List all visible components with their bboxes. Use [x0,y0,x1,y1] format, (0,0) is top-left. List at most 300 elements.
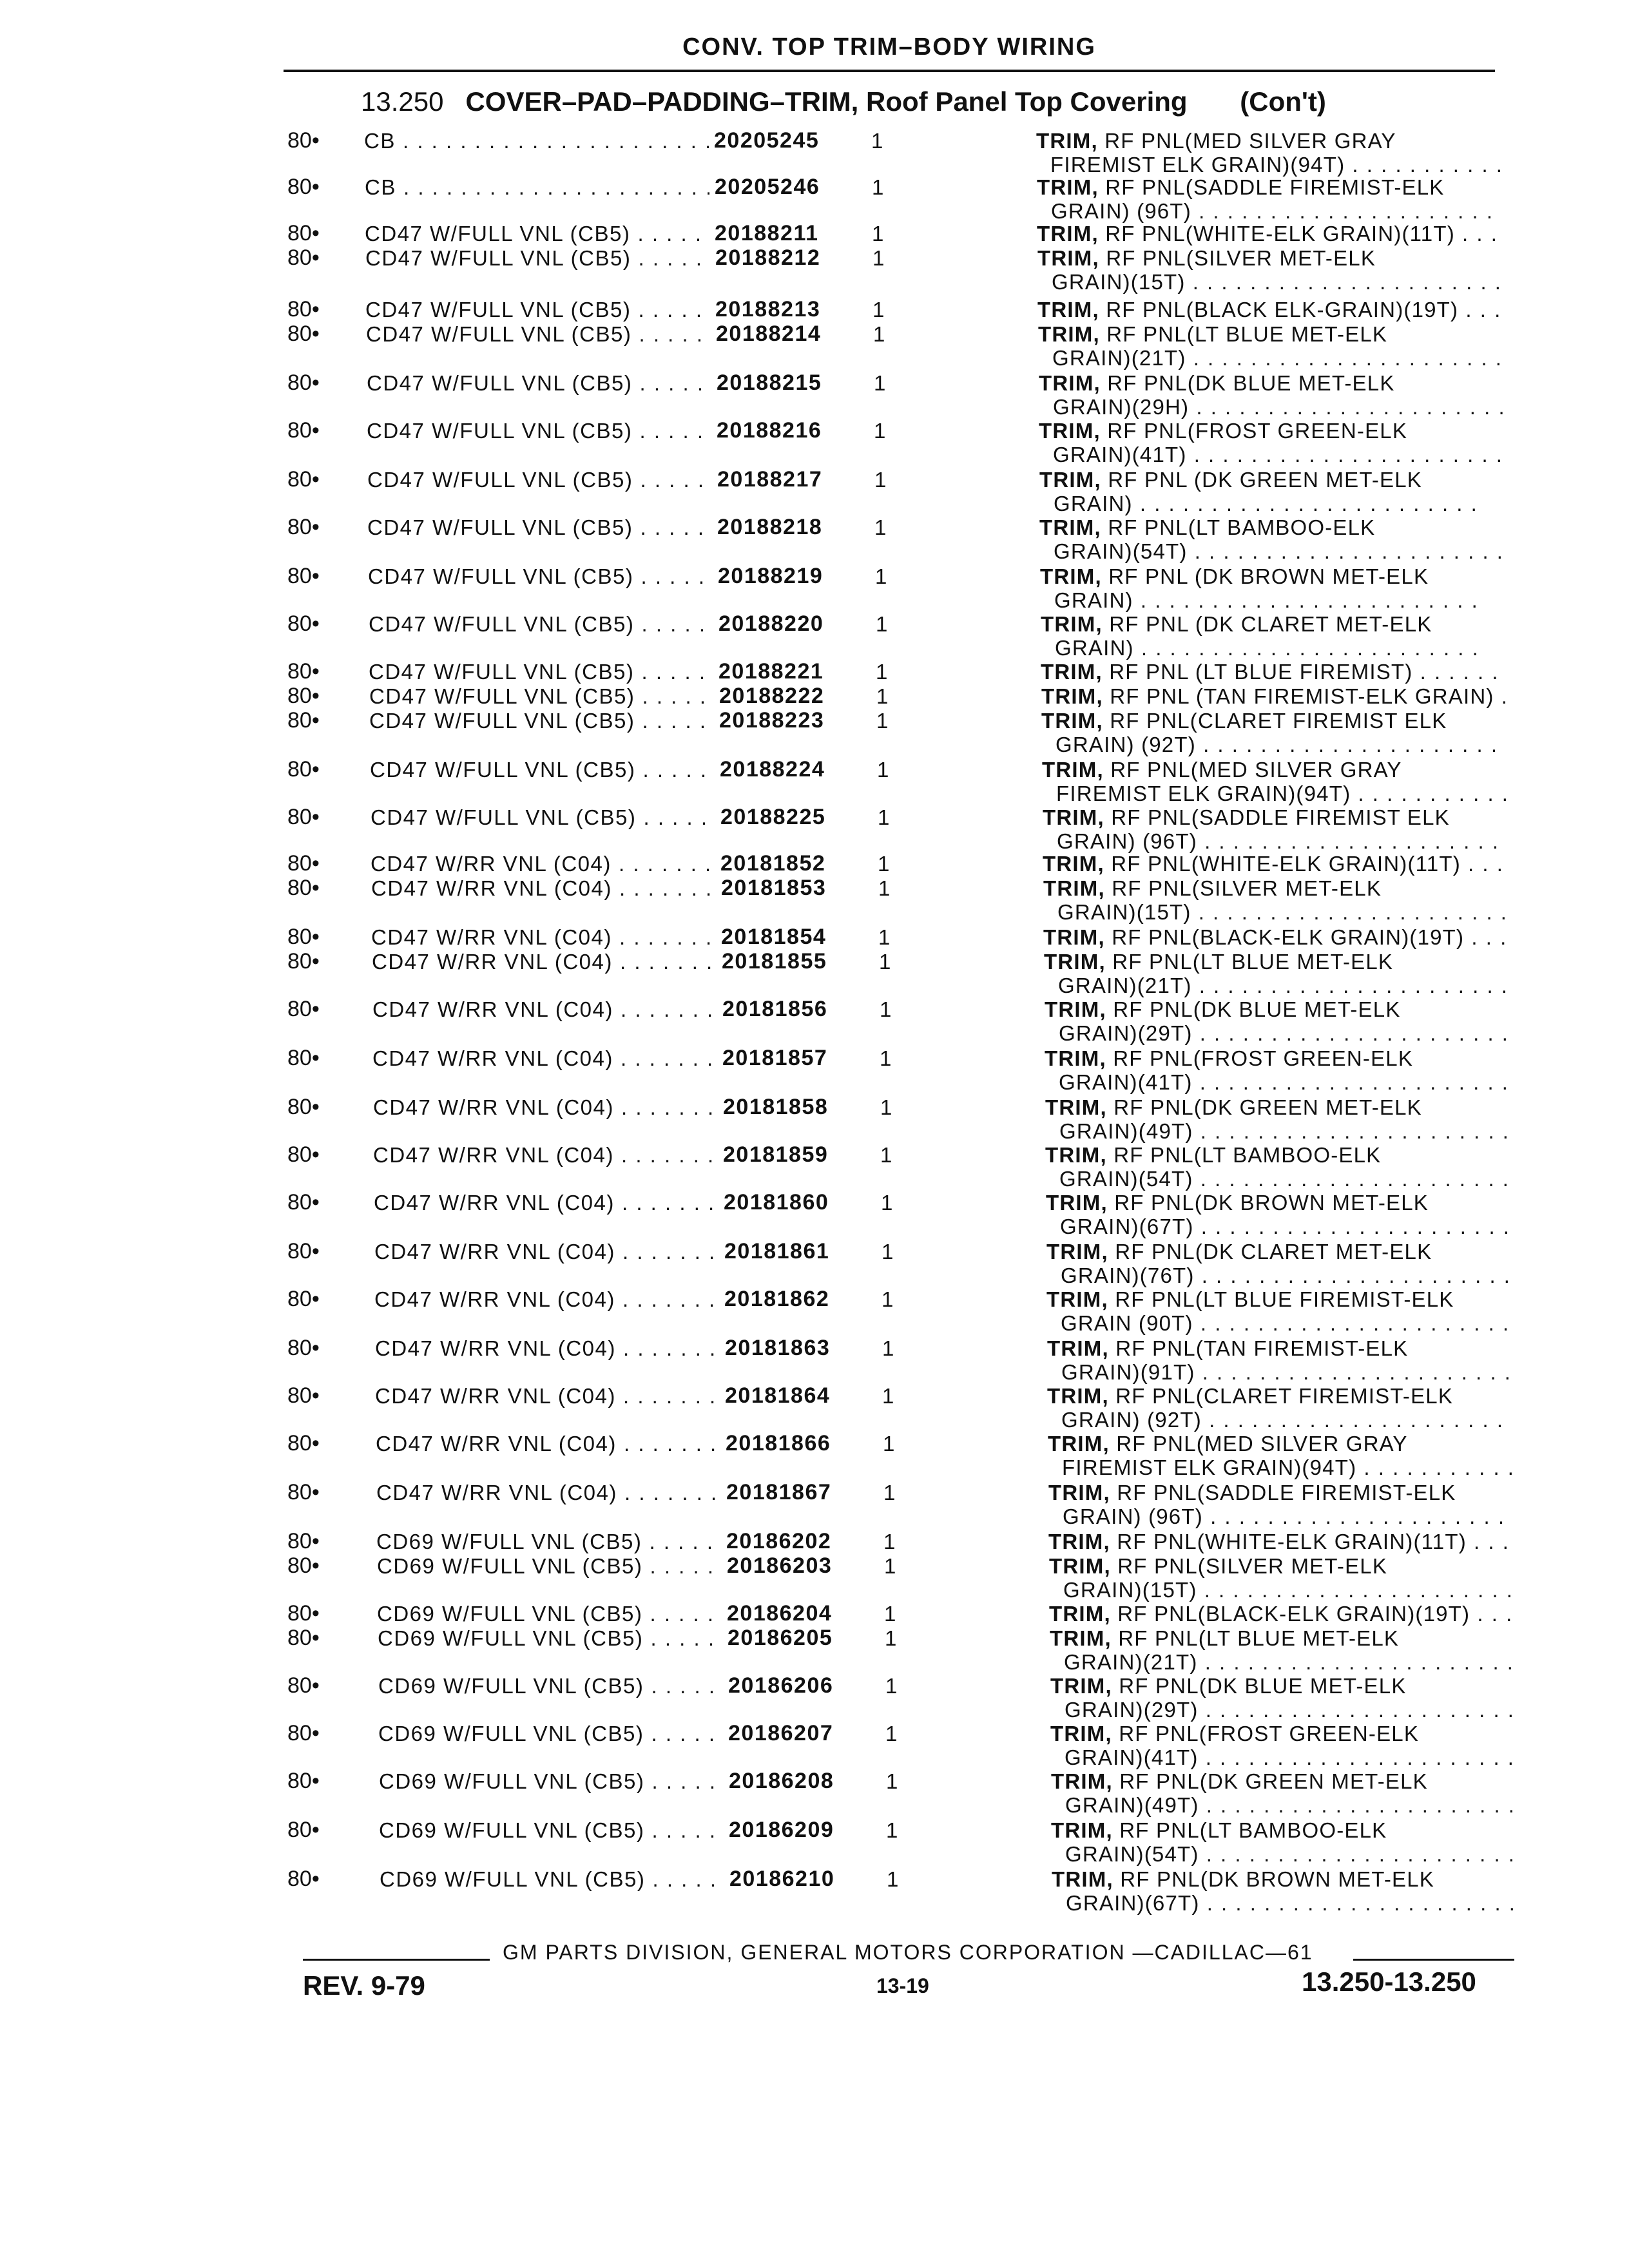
description-text: RF PNL(LT BAMBOO-ELK [1112,1818,1387,1842]
quantity: 1 [887,1867,899,1891]
description-text: RF PNL(BLACK-ELK GRAIN)(19T) [1110,1602,1470,1626]
quantity: 1 [886,1818,898,1842]
description-text: RF PNL(SILVER MET-ELK [1099,246,1376,270]
quantity: 1 [876,660,888,684]
part-number: 20186210 [729,1867,835,1891]
description-line-2: GRAIN) (96T) . . . [1037,199,1501,223]
description-keyword: TRIM, [1046,1287,1108,1311]
level-marker: 80• [287,1553,320,1578]
quantity: 1 [883,1481,896,1504]
description-keyword: TRIM, [1041,709,1103,733]
part-number: 20186202 [726,1529,832,1553]
quantity: 1 [880,1046,892,1070]
description-keyword: TRIM, [1050,1674,1112,1698]
level-marker: 80• [287,925,320,949]
description-line-1 [1047,1336,1511,1360]
description-keyword: TRIM, [1049,1554,1111,1578]
description-line-2: GRAIN)(41T) . . . [1050,1745,1514,1769]
description-keyword: TRIM, [1040,564,1102,588]
part-number: 20181852 [720,851,826,876]
description-line-1 [1037,298,1501,322]
description-text: RF PNL(DK BLUE MET-ELK [1100,371,1395,395]
model-code: CD69 W/FULL VNL (CB5) . . . [380,1867,724,1891]
description-text: RF PNL(SADDLE FIREMIST-ELK [1110,1481,1456,1504]
description-line-2: GRAIN) . . . [1040,588,1504,612]
description-line-2: GRAIN) (92T) . . . [1047,1408,1511,1432]
model-code: CD47 W/RR VNL (C04) . . . [372,997,717,1021]
description-line-1 [1042,758,1506,782]
quantity: 1 [885,1722,898,1745]
description-text: RF PNL(DK CLARET MET-ELK [1108,1240,1432,1264]
level-marker: 80• [287,1239,320,1264]
description [1036,129,1500,177]
description [1042,758,1506,805]
part-number: 20205245 [714,128,820,153]
description [1050,1722,1514,1769]
part-number: 20188225 [720,805,826,829]
description-keyword: TRIM, [1045,1095,1107,1119]
description-keyword: TRIM, [1041,660,1103,684]
model-code: CD47 W/RR VNL (C04) . . . [373,1143,718,1167]
description-text: RF PNL(CLARET FIREMIST-ELK [1108,1384,1454,1408]
description-line-1 [1041,684,1505,708]
level-marker: 80• [287,564,320,588]
level-marker: 80• [287,1095,320,1119]
level-marker: 80• [287,757,320,782]
part-number: 20188224 [720,757,825,782]
description-keyword: TRIM, [1041,612,1103,636]
description-keyword: TRIM, [1045,997,1106,1021]
part-number: 20181858 [723,1095,829,1119]
description-text: RF PNL(MED SILVER GRAY [1109,1432,1408,1456]
level-marker: 80• [287,1601,320,1626]
description-line-2: GRAIN)(29T) . . . [1050,1698,1514,1722]
model-code: CD47 W/FULL VNL (CB5) . . . [365,222,709,245]
model-code: CD69 W/FULL VNL (CB5) . . . [378,1722,723,1745]
description-line-1 [1048,1530,1512,1553]
description [1047,1384,1511,1432]
description-line-1 [1049,1554,1513,1578]
description-text: RF PNL (DK CLARET MET-ELK [1102,612,1432,636]
part-number: 20181857 [722,1046,828,1070]
model-code: CD47 W/FULL VNL (CB5) . . . [367,419,711,443]
level-marker: 80• [287,1867,320,1891]
level-marker: 80• [287,1431,320,1456]
quantity: 1 [878,925,891,949]
description-line-1 [1051,1818,1515,1842]
quantity: 1 [876,709,889,733]
part-number: 20188215 [717,370,822,395]
quantity: 1 [885,1626,897,1650]
model-code: CD69 W/FULL VNL (CB5) . . . [377,1602,722,1626]
part-number: 20181853 [721,876,827,900]
part-number: 20188223 [719,708,825,733]
description-line-1 [1039,468,1503,492]
description-keyword: TRIM, [1048,1481,1110,1504]
level-marker: 80• [287,467,320,492]
description-keyword: TRIM, [1043,925,1105,949]
model-code: CD47 W/FULL VNL (CB5) . . . [369,660,713,684]
model-code: CD47 W/FULL VNL (CB5) . . . [367,515,712,539]
description-line-1 [1043,876,1507,900]
description-line-2: GRAIN)(41T) . . . [1039,443,1503,466]
quantity: 1 [871,129,883,153]
description-line-2: GRAIN)(15T) . . . [1043,900,1507,924]
description-line-1 [1043,805,1507,829]
level-marker: 80• [287,611,320,636]
description-keyword: TRIM, [1048,1530,1110,1553]
part-number: 20181866 [726,1431,831,1456]
part-number: 20181860 [724,1190,829,1215]
description-line-2: GRAIN)(54T) . . . [1039,539,1503,563]
model-code: CD47 W/FULL VNL (CB5) . . . [365,298,710,322]
description [1043,852,1507,876]
quantity: 1 [884,1602,896,1626]
description [1045,1046,1509,1094]
description-line-1 [1039,371,1503,395]
quantity: 1 [877,758,889,782]
footer-publisher: GM PARTS DIVISION, GENERAL MOTORS CORPORATION —CADILLAC—61 [503,1941,1313,1964]
description [1039,515,1503,563]
description-line-2: FIREMIST ELK GRAIN)(94T) . . . [1036,153,1500,177]
model-code: CD69 W/FULL VNL (CB5) . . . [378,1626,722,1650]
level-marker: 80• [287,1287,320,1311]
description-keyword: TRIM, [1045,1046,1106,1070]
model-code: CD47 W/RR VNL (C04) . . . [371,925,716,949]
description [1043,925,1507,949]
description-keyword: TRIM, [1043,805,1104,829]
description-line-1 [1052,1867,1516,1891]
description-text: RF PNL(SILVER MET-ELK [1110,1554,1388,1578]
quantity: 1 [882,1240,894,1264]
quantity: 1 [883,1530,896,1553]
description [1046,1240,1510,1287]
description [1037,298,1501,322]
description-text: RF PNL(SADDLE FIREMIST-ELK [1098,175,1445,199]
quantity: 1 [882,1336,894,1360]
description-line-2: GRAIN) (96T) . . . [1048,1504,1512,1528]
description-line-2: GRAIN) . . . [1041,636,1505,660]
description [1046,1287,1510,1335]
description-line-2: GRAIN)(21T) . . . [1038,346,1502,370]
quantity: 1 [880,997,892,1021]
part-number: 20188211 [715,221,819,245]
level-marker: 80• [287,1721,320,1745]
description-line-1 [1046,1287,1510,1311]
description [1045,997,1509,1045]
revision-label: REV. 9-79 [303,1970,425,2001]
quantity: 1 [878,876,891,900]
model-code: CD47 W/FULL VNL (CB5) . . . [365,246,710,270]
description-line-2: GRAIN)(91T) . . . [1047,1360,1511,1384]
level-marker: 80• [287,1383,320,1408]
description-text: RF PNL(FROST GREEN-ELK [1106,1046,1414,1070]
description-keyword: TRIM, [1048,1432,1110,1456]
description-keyword: TRIM, [1050,1626,1112,1650]
model-code: CD69 W/FULL VNL (CB5) . . . [376,1530,721,1553]
model-code: CD47 W/RR VNL (C04) . . . [371,876,716,900]
model-code: CD47 W/FULL VNL (CB5) . . . [371,805,715,829]
description [1040,564,1504,612]
description-line-1 [1039,419,1503,443]
section-name: COVER–PAD–PADDING–TRIM, [465,86,859,117]
description [1041,684,1505,708]
model-code: CD69 W/FULL VNL (CB5) . . . [378,1674,723,1698]
quantity: 1 [886,1769,898,1793]
part-number: 20186208 [729,1769,834,1793]
description [1037,246,1501,294]
quantity: 1 [874,468,887,492]
description-text: RF PNL(FROST GREEN-ELK [1100,419,1408,443]
model-code: CD47 W/FULL VNL (CB5) . . . [370,758,715,782]
description [1050,1674,1514,1722]
description-line-1 [1050,1626,1514,1650]
part-number: 20188218 [717,515,823,539]
description-keyword: TRIM, [1047,1336,1109,1360]
description-keyword: TRIM, [1046,1240,1108,1264]
part-number: 20188216 [717,418,822,443]
section-number: 13.250 [361,86,444,117]
description-keyword: TRIM, [1038,322,1100,346]
description-line-1 [1048,1432,1512,1456]
model-code: CD69 W/FULL VNL (CB5) . . . [377,1554,722,1578]
level-marker: 80• [287,684,320,708]
part-number: 20186205 [728,1626,833,1650]
quantity: 1 [880,1095,892,1119]
description [1048,1530,1512,1553]
description-text: RF PNL(BLACK ELK-GRAIN)(19T) [1099,298,1459,322]
description-line-1 [1046,1240,1510,1264]
description-line-2: GRAIN)(54T) . . . [1051,1842,1515,1866]
section-title [361,86,1326,117]
description-line-2: GRAIN)(21T) . . . [1050,1650,1514,1674]
description-line-2: GRAIN)(54T) . . . [1045,1167,1509,1191]
quantity: 1 [874,371,886,395]
description-keyword: TRIM, [1039,468,1101,492]
description-line-1 [1043,925,1507,949]
level-marker: 80• [287,1480,320,1504]
description-text: RF PNL (TAN FIREMIST-ELK GRAIN) [1103,684,1494,708]
description-keyword: TRIM, [1052,1867,1113,1891]
description-line-2: GRAIN)(29H) . . . [1039,395,1503,419]
description-text: RF PNL(LT BLUE MET-ELK [1099,322,1388,346]
description [1047,1336,1511,1384]
section-range: 13.250-13.250 [1302,1966,1476,1997]
description-line-1 [1041,660,1505,684]
level-marker: 80• [287,997,320,1021]
part-number: 20181862 [724,1287,830,1311]
part-number: 20188214 [716,322,822,346]
description [1038,322,1502,370]
level-marker: 80• [287,1142,320,1167]
quantity: 1 [878,852,890,876]
description-text: RF PNL(FROST GREEN-ELK [1112,1722,1420,1745]
part-number: 20186206 [728,1673,834,1698]
description-text: RF PNL(BLACK-ELK GRAIN)(19T) [1104,925,1465,949]
description [1049,1602,1513,1626]
part-number: 20181855 [722,949,827,974]
quantity: 1 [872,222,884,245]
description-line-1 [1048,1481,1512,1504]
description-text: RF PNL(LT BAMBOO-ELK [1106,1143,1382,1167]
description-line-2: GRAIN) (96T) . . . [1043,829,1507,853]
description [1039,419,1503,466]
part-number: 20188213 [715,297,821,322]
model-code: CD47 W/FULL VNL (CB5) . . . [368,564,713,588]
level-marker: 80• [287,1046,320,1070]
description-keyword: TRIM, [1039,419,1101,443]
description-text: RF PNL(LT BLUE FIREMIST-ELK [1108,1287,1454,1311]
description [1046,1191,1510,1238]
quantity: 1 [881,1191,893,1215]
description-text: RF PNL(DK GREEN MET-ELK [1112,1769,1428,1793]
level-marker: 80• [287,805,320,829]
description [1050,1626,1514,1674]
description-text: RF PNL(LT BLUE MET-ELK [1105,950,1394,974]
model-code: CD69 W/FULL VNL (CB5) . . . [379,1769,724,1793]
model-code: CD47 W/FULL VNL (CB5) . . . [369,684,714,708]
level-marker: 80• [287,1769,320,1793]
model-code: CD47 W/RR VNL (C04) . . . [375,1336,720,1360]
level-marker: 80• [287,175,320,199]
description-line-1 [1050,1674,1514,1698]
description [1039,468,1503,515]
description-line-1 [1037,175,1501,199]
description [1037,222,1501,245]
description [1052,1867,1516,1915]
description-keyword: TRIM, [1050,1722,1112,1745]
description-line-1 [1044,950,1508,974]
level-marker: 80• [287,659,320,684]
part-number: 20181861 [724,1239,830,1264]
model-code: CD47 W/FULL VNL (CB5) . . . [366,322,711,346]
description-keyword: TRIM, [1042,758,1104,782]
part-number: 20188221 [718,659,824,684]
description [1045,1095,1509,1143]
description [1041,709,1505,756]
model-code: CD47 W/FULL VNL (CB5) . . . [367,468,712,492]
description [1045,1143,1509,1191]
model-code: CB . . . [364,129,709,153]
description-line-2: GRAIN)(29T) . . . [1045,1021,1509,1045]
description [1044,950,1508,997]
description-keyword: TRIM, [1041,684,1103,708]
description-line-1 [1050,1722,1514,1745]
description-line-2: GRAIN (90T) . . . [1046,1311,1510,1335]
model-code: CD47 W/RR VNL (C04) . . . [374,1191,718,1215]
part-number: 20181864 [725,1383,831,1408]
level-marker: 80• [287,1673,320,1698]
description [1037,175,1501,223]
level-marker: 80• [287,1336,320,1360]
model-code: CD47 W/RR VNL (C04) . . . [374,1287,719,1311]
description-line-1 [1045,1143,1509,1167]
quantity: 1 [885,1674,898,1698]
description-keyword: TRIM, [1044,950,1106,974]
description-line-1 [1037,222,1501,245]
description-keyword: TRIM, [1051,1769,1113,1793]
model-code: CB . . . [365,175,709,199]
description-line-2: GRAIN)(49T) . . . [1051,1793,1515,1817]
part-number: 20205246 [715,175,820,199]
description-text: RF PNL(LT BLUE MET-ELK [1111,1626,1400,1650]
part-number: 20186203 [727,1553,833,1578]
description-keyword: TRIM, [1039,515,1101,539]
description-line-2: GRAIN)(15T) . . . [1037,270,1501,294]
part-number: 20188212 [715,245,821,270]
description-line-1 [1051,1769,1515,1793]
description-text: RF PNL(DK BROWN MET-ELK [1113,1867,1435,1891]
description-text: RF PNL(MED SILVER GRAY [1103,758,1402,782]
description-text: RF PNL(WHITE-ELK GRAIN)(11T) [1104,852,1461,876]
level-marker: 80• [287,370,320,395]
part-number: 20181854 [721,925,827,949]
level-marker: 80• [287,876,320,900]
footer-rule-right [1353,1959,1514,1961]
part-number: 20186209 [729,1818,834,1842]
model-code: CD47 W/FULL VNL (CB5) . . . [367,371,711,395]
description-text: RF PNL(DK GREEN MET-ELK [1106,1095,1422,1119]
description-line-1 [1040,564,1504,588]
description [1043,805,1507,853]
description [1041,660,1505,684]
description [1039,371,1503,419]
description-keyword: TRIM, [1043,852,1104,876]
description-keyword: TRIM, [1037,175,1099,199]
part-number: 20181867 [726,1480,832,1504]
description-line-1 [1045,997,1509,1021]
description-line-1 [1045,1046,1509,1070]
quantity: 1 [874,515,887,539]
description-line-2: GRAIN)(76T) . . . [1046,1264,1510,1287]
description-text: RF PNL(DK BLUE MET-ELK [1112,1674,1407,1698]
header-rule [284,70,1495,72]
description-keyword: TRIM, [1039,371,1101,395]
level-marker: 80• [287,851,320,876]
quantity: 1 [884,1554,896,1578]
quantity: 1 [873,322,885,346]
quantity: 1 [872,246,885,270]
model-code: CD47 W/RR VNL (C04) . . . [374,1240,719,1264]
quantity: 1 [878,805,890,829]
description-text: RF PNL (DK BROWN MET-ELK [1101,564,1429,588]
description-text: RF PNL(DK BROWN MET-ELK [1107,1191,1429,1215]
model-code: CD47 W/FULL VNL (CB5) . . . [369,709,714,733]
level-marker: 80• [287,297,320,322]
description-line-1 [1047,1384,1511,1408]
model-code: CD47 W/FULL VNL (CB5) . . . [369,612,713,636]
description-text: RF PNL(WHITE-ELK GRAIN)(11T) [1098,222,1455,245]
description [1051,1769,1515,1817]
quantity: 1 [874,419,886,443]
description-keyword: TRIM, [1037,222,1099,245]
model-code: CD47 W/RR VNL (C04) . . . [376,1432,720,1456]
level-marker: 80• [287,1190,320,1215]
part-number: 20181863 [725,1336,831,1360]
part-number: 20181856 [722,997,828,1021]
quantity: 1 [876,684,889,708]
part-number: 20188222 [719,684,825,708]
footer-rule-left [303,1959,490,1961]
quantity: 1 [872,298,885,322]
description-line-1 [1043,852,1507,876]
description [1041,612,1505,660]
model-code: CD47 W/RR VNL (C04) . . . [373,1095,718,1119]
description-line-2: FIREMIST ELK GRAIN)(94T) . . . [1042,782,1506,805]
quantity: 1 [875,564,887,588]
description-keyword: TRIM, [1049,1602,1111,1626]
quantity: 1 [880,1143,892,1167]
